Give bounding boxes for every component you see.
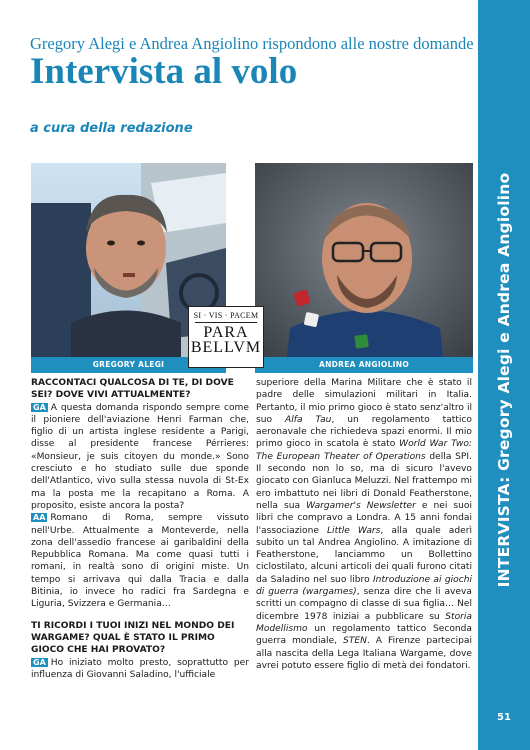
text-run: , senza dire che li aveva scritti un compagno di classe di sua figlia… Nel dicembre 1978 iniziai a pubblicare su [256,587,472,622]
text-column-1 [31,377,249,681]
question-2: TI RICORDI I TUOI INIZI NEL MONDO DEI WARGAME? QUAL È STATO IL PRIMO GIOCO CHE HAI PROVATO? [31,620,235,656]
logo-line-1: SI · VIS · PACEM [193,311,259,320]
text-run: e nei suoi libri che compravo a Londra. A 15 anni fondai l'associazione [256,500,473,536]
page-number: 51 [497,712,511,723]
tag-ga: GA [33,402,46,412]
italic-title: Little Wars [326,525,381,536]
text-run: superiore della Marina Militare che è stato il padre delle simulazioni militari in Italia. Pertanto, il mio primo gioco è stato senz'altro il suo [256,378,472,425]
caption-andrea: ANDREA ANGIOLINO [255,357,473,373]
italic-title: Introduzione ai giochi di guerra (wargames) [256,574,473,598]
text-column-2 [256,377,472,672]
photo-andrea-illustration [255,163,473,373]
text-run: , un regolamento tattico aeronavale che richiedeva spazi enormi. Il mio primo gioco in scatola è stato [256,414,472,450]
text-run: , alla quale aderì subito un tal Andrea Angiolino. A imitazione di Featherstone, lanciammo un Bollettino ciclostilato, alcuni articoli dei quali furono citati da Saladino nel suo libro [256,525,472,585]
tag-ga-2: GA [33,657,46,667]
tag-aa: AA [33,513,46,523]
logo-line-3: BELLVM [190,339,262,356]
article-title: Intervista al volo [30,51,298,92]
logo-rule [195,322,257,323]
italic-title: Wargamer's Newsletter [306,500,416,511]
logo-line-2: PARA [203,324,249,341]
italic-title: Alfa Tau [285,414,332,425]
text-run: un regolamento tattico Seconda guerra mondiale, [256,623,472,647]
question-1: RACCONTACI QUALCOSA DI TE, DI DOVE SEI? DOVE VIVI ATTUALMENTE? [31,378,234,401]
italic-title: World War Two: The European Theater of Operations [256,439,472,462]
answer-ga-1-text: A questa domanda rispondo sempre come il pioniere dell'aviazione Henri Farman che, figlio di un artista inglese residente a Parigi, disse al presidente francese Pérrieres: «Monsieur, je suis citoyen du monde.» Sono cresciuto e ho studiato sulle due sponde dell'Atlantico, vivo sulla stessa nuvola di St-Ex ma la posta me la recapitano a Roma. A proposito, esiste ancora la posta? [31,402,249,511]
answer-aa-1-text: Romano di Roma, sempre vissuto nell'Urbe. Attualmente a Monteverde, nella zona dell'assedio francese ai garibaldini della Repubblica Romana. Ma come quasi tutti i romani, in realtà sono di origini miste. Un tempo si arrivava qui dalla Tracia e dalla Bitinia, io invece ho radici fra Sardegna e Liguria, Svizzera e Germania… [31,513,249,610]
article-byline: a cura della redazione [30,121,193,136]
photo-andrea-angiolino [255,163,473,373]
italic-title: STEN [343,636,367,647]
si-vis-pacem-logo [188,306,264,368]
answer-ga-2-text: Ho iniziato molto presto, soprattutto per influenza di Giovanni Saladino, l'ufficiale [31,657,249,680]
answer-ga-2 [31,657,249,682]
text-run: . A Firenze partecipai alla nascita della Lega Italiana Wargame, dove avrei potuto essere figlio di metà dei fondatori. [256,636,472,671]
text-run: della SPI. Il secondo non lo so, ma di sicuro l'avevo giocato con Gianluca Meluzzi. Nel frattempo mi ero imbattuto nei libri di Donald Featherstone, nella sua [256,451,472,511]
answer-ga-1 [31,402,249,513]
italic-title: Storia Modellismo [256,611,472,634]
caption-gregory: GREGORY ALEGI [31,357,226,373]
article-subtitle: Gregory Alegi e Andrea Angiolino rispondono alle nostre domande [30,34,474,53]
answer-aa-1 [31,512,249,610]
answer-ga-2-continued [256,377,472,672]
vertical-section-title: INTERVISTA: Gregory Alegi e Andrea Angiolino [495,172,513,588]
sidebar-band [478,0,530,750]
